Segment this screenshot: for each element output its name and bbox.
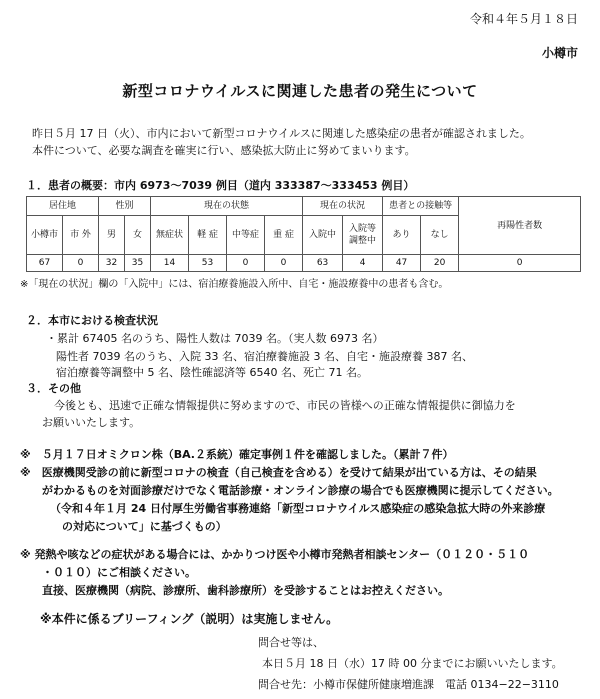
subheader-contact-yes: あり bbox=[383, 216, 421, 255]
header-repositive: 再陽性者数 bbox=[459, 197, 581, 255]
subheader-adjusting bbox=[343, 216, 383, 255]
subheader-severe: 重 症 bbox=[265, 216, 303, 255]
subheader-asymptomatic: 無症状 bbox=[151, 216, 189, 255]
value-contact-no: 20 bbox=[421, 255, 459, 272]
section2-line: ・累計 67405 名のうち、陽性人数は 7039 名。（実人数 6973 名） bbox=[46, 332, 384, 345]
section3-line: お願いいたします。 bbox=[42, 416, 141, 429]
notice-fever-cont: ・０１０）にご相談ください。 bbox=[42, 566, 196, 579]
header-condition: 現在の状態 bbox=[151, 197, 303, 216]
section3-heading: ３．その他 bbox=[26, 382, 81, 395]
value-moderate: 0 bbox=[227, 255, 265, 272]
header-status: 現在の状況 bbox=[303, 197, 383, 216]
briefing-notice: ※本件に係るブリーフィング（説明）は実施しません。 bbox=[40, 612, 339, 626]
notice-testing-cont: がわかるものを対面診療だけでなく電話診療・オンライン診療の場合でも医療機関に提示してください。 bbox=[42, 484, 559, 497]
value-outside: 0 bbox=[63, 255, 99, 272]
subheader-adjusting-line2: 調整中 bbox=[349, 236, 377, 246]
notice-direct-visit: 直接、医療機関（病院、診療所、歯科診療所）を受診することはお控えください。 bbox=[42, 584, 449, 597]
contact-deadline: 本日５月 18 日（水）17 時 00 分までにお願いいたします。 bbox=[262, 657, 563, 670]
notice-fever: ※ 発熱や咳などの症状がある場合には、かかりつけ医や小樽市発熱者相談センター（０１２０・５１０ bbox=[20, 548, 530, 561]
notice-omicron: ※ ５月１７日オミクロン株（BA.２系統）確定事例１件を確認しました。（累計７件） bbox=[20, 448, 454, 461]
section2-line: 陽性者 7039 名のうち、入院 33 名、宿泊療養施設 3 名、自宅・施設療養 387 名、 bbox=[56, 350, 473, 363]
value-male: 32 bbox=[99, 255, 125, 272]
subheader-moderate: 中等症 bbox=[227, 216, 265, 255]
table-note: ※「現在の状況」欄の「入院中」には、宿泊療養施設入所中、自宅・施設療養中の患者も含む。 bbox=[20, 279, 449, 290]
notice-reference: （令和４年１月 24 日付厚生労働省事務連絡「新型コロナウイルス感染症の感染急拡大時の外来診療 bbox=[50, 502, 546, 515]
subheader-mild: 軽 症 bbox=[189, 216, 227, 255]
contact-label: 問合せ等は、 bbox=[258, 636, 324, 649]
document-date: 令和４年５月１８日 bbox=[469, 12, 578, 26]
value-asymptomatic: 14 bbox=[151, 255, 189, 272]
subheader-hospitalized: 入院中 bbox=[303, 216, 343, 255]
subheader-contact-no: なし bbox=[421, 216, 459, 255]
contact-office: 問合せ先：小樽市保健所健康増進課 電話 0134−22−3110 bbox=[258, 678, 559, 691]
section3-line: 今後とも、迅速で正確な情報提供に努めますので、市民の皆様への正確な情報提供に御協力を bbox=[54, 399, 516, 412]
value-severe: 0 bbox=[265, 255, 303, 272]
case-summary-table bbox=[26, 196, 581, 272]
header-sex: 性別 bbox=[99, 197, 151, 216]
intro-line: 本件について、必要な調査を確実に行い、感染拡大防止に努めてまいります。 bbox=[32, 144, 416, 157]
intro-line: 昨日５月 17 日（火）、市内において新型コロナウイルスに関連した感染症の患者が確認されました。 bbox=[32, 127, 531, 140]
organization-name: 小樽市 bbox=[541, 46, 578, 60]
value-repositive: 0 bbox=[459, 255, 581, 272]
notice-testing: ※ 医療機関受診の前に新型コロナの検査（自己検査を含める）を受けて結果が出ている方は、その結果 bbox=[20, 466, 537, 479]
value-adjusting: 4 bbox=[343, 255, 383, 272]
header-contact: 患者との接触等 bbox=[383, 197, 459, 216]
header-residence: 居住地 bbox=[27, 197, 99, 216]
subheader-male: 男 bbox=[99, 216, 125, 255]
subheader-outside: 市 外 bbox=[63, 216, 99, 255]
value-contact-yes: 47 bbox=[383, 255, 421, 272]
value-female: 35 bbox=[125, 255, 151, 272]
section1-heading: １．患者の概要：市内 6973〜7039 例目（道内 333387〜333453 例目） bbox=[26, 179, 415, 192]
notice-reference-cont: の対応について」に基づくもの） bbox=[62, 520, 227, 533]
section2-heading: ２．本市における検査状況 bbox=[26, 314, 158, 327]
subheader-female: 女 bbox=[125, 216, 151, 255]
value-otaru: 67 bbox=[27, 255, 63, 272]
value-mild: 53 bbox=[189, 255, 227, 272]
page-title: 新型コロナウイルスに関連した患者の発生について bbox=[122, 82, 478, 100]
subheader-otaru: 小樽市 bbox=[27, 216, 63, 255]
value-hospitalized: 63 bbox=[303, 255, 343, 272]
subheader-adjusting-line1: 入院等 bbox=[349, 224, 377, 234]
section2-line: 宿泊療養等調整中 5 名、陰性確認済等 6540 名、死亡 71 名。 bbox=[56, 366, 368, 379]
